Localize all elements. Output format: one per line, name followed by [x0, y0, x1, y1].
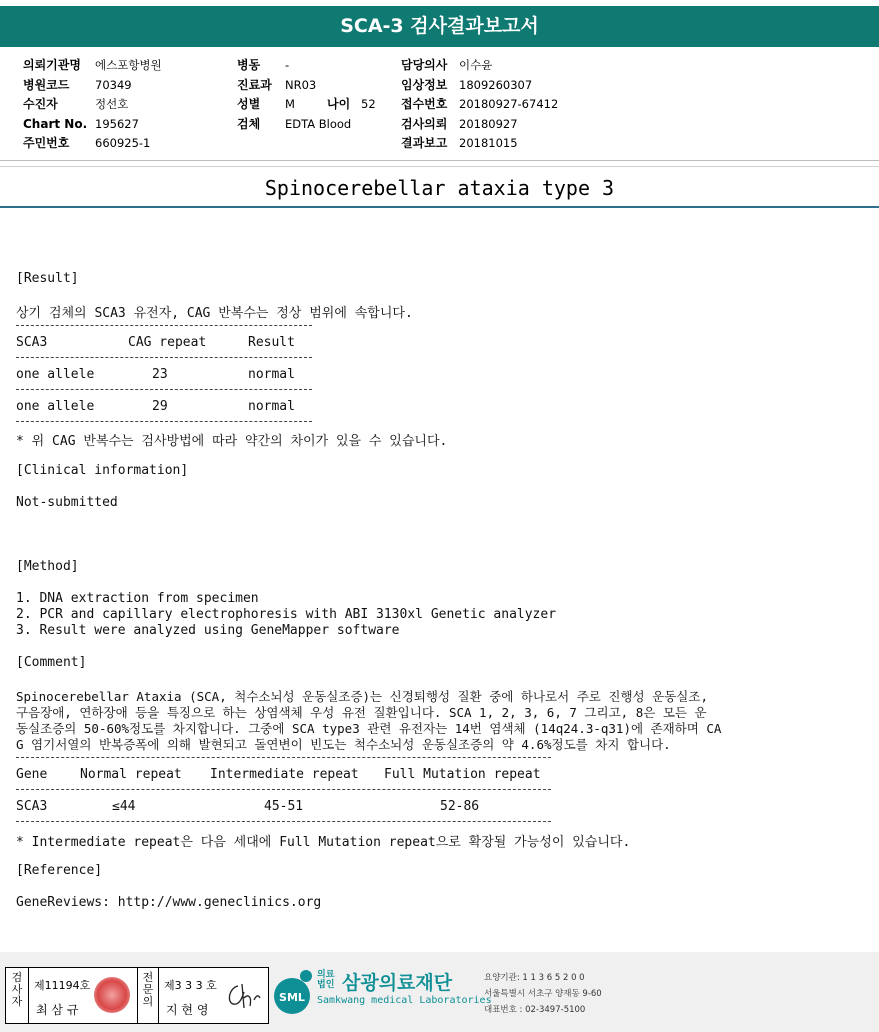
- result-cell: one allele: [16, 399, 95, 414]
- result-heading: [Result]: [16, 271, 79, 286]
- test-title: Spinocerebellar ataxia type 3: [264, 176, 615, 200]
- info-row-doctor: 담당의사 이수윤: [401, 58, 493, 72]
- org-contact-line: 요양기관: 1 1 3 6 5 2 0 0: [484, 973, 585, 983]
- info-row-report-date: 결과보고 20181015: [401, 136, 518, 150]
- info-row-chart-no: Chart No. 195627: [23, 116, 139, 131]
- patient-info-col2: [237, 56, 376, 134]
- info-row-request-date: 검사의뢰 20180927: [401, 116, 518, 131]
- comment-line: 동실조증의 50-60%정도를 차지합니다. 그중에 SCA type3 관련 유전자는 14번 염색체 (14q24.3-q31)에 존재하며 CA: [16, 721, 722, 736]
- comment-line: Spinocerebellar Ataxia (SCA, 척수소뇌성 운동실조증)는 신경퇴행성 질환 중에 하나로서 주로 진행성 운동실조,: [16, 689, 708, 704]
- comment-line: 구음장애, 연하장애 등을 특징으로 하는 상염색체 우성 유전 질환입니다. SCA 1, 2, 3, 6, 7 그리고, 8은 모든 운: [16, 705, 707, 720]
- info-row-specimen: 검체 EDTA Blood: [237, 116, 352, 131]
- method-heading: [Method]: [16, 559, 79, 574]
- org-prefix: 의료 법인: [317, 970, 335, 990]
- clinical-text: Not-submitted: [16, 495, 118, 510]
- signature-divider: [137, 968, 138, 1023]
- info-row-receipt-no: 접수번호 20180927-67412: [401, 97, 559, 111]
- repeat-cell: 52-86: [440, 799, 480, 814]
- result-table-rule: [16, 325, 312, 326]
- info-row-patient-name: 수진자 정선호: [23, 97, 129, 111]
- doctor-label: 전문의: [142, 971, 154, 1008]
- info-row-requesting-hospital: 의뢰기관명 에스포항병원: [23, 58, 162, 72]
- sml-logo-icon: [272, 968, 316, 1018]
- info-row-resident-no: 주민번호 660925-1: [23, 136, 151, 150]
- org-contact: [484, 970, 602, 1018]
- tester-name: 최 삼 규: [36, 1003, 79, 1017]
- info-row-clinical-info: 임상정보 1809260307: [401, 77, 533, 92]
- result-note: * 위 CAG 반복수는 검사방법에 따라 약간의 차이가 있을 수 있습니다.: [16, 434, 448, 449]
- org-contact-line: 대표번호 : 02-3497-5100: [484, 1005, 586, 1015]
- result-cell: one allele: [16, 367, 95, 382]
- patient-info-col3: [401, 56, 558, 154]
- info-row-sex-age: 성별 M 나이 52: [237, 97, 376, 111]
- title-bottom-rule: [0, 206, 879, 208]
- result-col-header: CAG repeat: [128, 335, 207, 350]
- repeat-col-header: Intermediate repeat: [210, 767, 359, 782]
- result-col-header: SCA3: [16, 335, 48, 350]
- signature-box: [5, 967, 269, 1024]
- repeat-table-rule: [16, 757, 551, 758]
- repeat-cell: 45-51: [264, 799, 304, 814]
- method-step: 3. Result were analyzed using GeneMapper software: [16, 623, 400, 638]
- result-col-header: Result: [248, 335, 295, 350]
- info-divider: [0, 160, 879, 161]
- repeat-col-header: Normal repeat: [80, 767, 182, 782]
- org-contact-line: 서울특별시 서초구 양재동 9-60: [484, 989, 602, 999]
- org-english-name: Samkwang medical Laboratories: [317, 995, 492, 1006]
- result-cell: 29: [152, 399, 168, 414]
- result-table-rule: [16, 389, 312, 390]
- result-table-rule: [16, 357, 312, 358]
- report-title: SCA-3 검사결과보고서: [0, 6, 879, 47]
- comment-heading: [Comment]: [16, 655, 87, 670]
- org-name: 삼광의료재단: [342, 972, 453, 994]
- title-top-rule: [0, 166, 879, 167]
- repeat-cell: ≤44: [112, 799, 136, 814]
- method-step: 1. DNA extraction from specimen: [16, 591, 259, 606]
- patient-info-col1: [23, 56, 162, 154]
- result-table-rule: [16, 421, 312, 422]
- repeat-cell: SCA3: [16, 799, 48, 814]
- info-row-hospital-code: 병원코드 70349: [23, 77, 132, 92]
- tester-label: 검사자: [11, 971, 23, 1008]
- repeat-col-header: Full Mutation repeat: [384, 767, 541, 782]
- method-step: 2. PCR and capillary electrophoresis with ABI 3130xl Genetic analyzer: [16, 607, 557, 622]
- reference-heading: [Reference]: [16, 863, 103, 878]
- signature-icon: [224, 978, 262, 1012]
- result-cell: 23: [152, 367, 168, 382]
- comment-line: G 염기서열의 반복증폭에 의해 발현되고 돌연변이 빈도는 척수소뇌성 운동실조증의 약 4.6%정도를 차지 합니다.: [16, 737, 671, 752]
- doctor-license: 제3 3 3 호: [164, 979, 217, 992]
- reference-text: GeneReviews: http://www.geneclinics.org: [16, 895, 322, 910]
- info-row-ward: 병동 -: [237, 58, 290, 72]
- repeat-col-header: Gene: [16, 767, 48, 782]
- repeat-table-rule: [16, 789, 551, 790]
- result-summary: 상기 검체의 SCA3 유전자, CAG 반복수는 정상 범위에 속합니다.: [16, 306, 413, 321]
- logo-text: SML: [279, 991, 305, 1004]
- clinical-heading: [Clinical information]: [16, 463, 189, 478]
- result-cell: normal: [248, 399, 295, 414]
- tester-license: 제11194호: [34, 979, 91, 992]
- signature-divider: [158, 968, 159, 1023]
- comment-note: * Intermediate repeat은 다음 세대에 Full Mutation repeat으로 확장될 가능성이 있습니다.: [16, 835, 631, 850]
- doctor-name: 지 현 영: [166, 1003, 209, 1017]
- signature-divider: [28, 968, 29, 1023]
- repeat-table-rule: [16, 821, 551, 822]
- info-row-department: 진료과 NR03: [237, 77, 317, 92]
- result-cell: normal: [248, 367, 295, 382]
- seal-icon: [94, 977, 130, 1013]
